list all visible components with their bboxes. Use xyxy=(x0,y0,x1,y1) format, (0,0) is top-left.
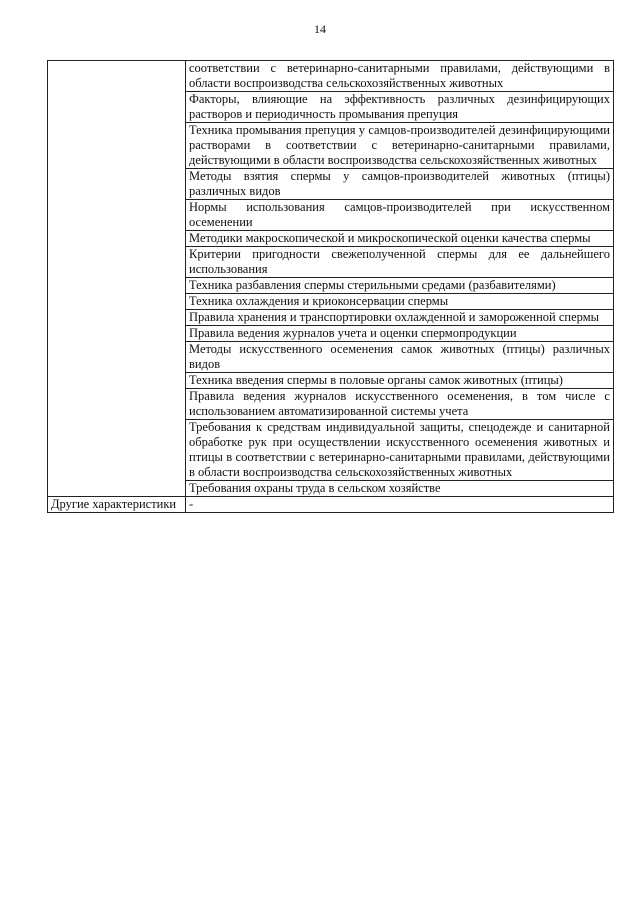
knowledge-item: Методы искусственного осеменения самок животных (птицы) различных видов xyxy=(186,342,614,373)
knowledge-item: Методы взятия спермы у самцов-производителей животных (птицы) различных видов xyxy=(186,169,614,200)
knowledge-item: Техника разбавления спермы стерильными средами (разбавителями) xyxy=(186,278,614,294)
page-number: 14 xyxy=(314,22,326,36)
knowledge-item: Правила ведения журналов искусственного осеменения, в том числе с использованием автоматизированной системы учета xyxy=(186,389,614,420)
knowledge-item: Факторы, влияющие на эффективность различных дезинфицирующих растворов и периодичность промывания препуция xyxy=(186,92,614,123)
knowledge-item: Техника промывания препуция у самцов-производителей дезинфицирующими растворами в соответствии с ветеринарно-санитарными правилами, действующими в области воспроизводства сельскохозяйственных животных xyxy=(186,123,614,169)
knowledge-item: Техника охлаждения и криоконсервации спермы xyxy=(186,294,614,310)
knowledge-label-cell xyxy=(48,61,186,497)
table-row xyxy=(48,497,614,513)
requirements-table xyxy=(47,60,614,513)
knowledge-item: Правила ведения журналов учета и оценки спермопродукции xyxy=(186,326,614,342)
knowledge-item: Техника введения спермы в половые органы самок животных (птицы) xyxy=(186,373,614,389)
knowledge-item: соответствии с ветеринарно-санитарными правилами, действующими в области воспроизводства сельскохозяйственных животных xyxy=(186,61,614,92)
table-row xyxy=(48,61,614,92)
knowledge-item: Нормы использования самцов-производителей при искусственном осеменении xyxy=(186,200,614,231)
other-characteristics-label: Другие характеристики xyxy=(48,497,186,513)
other-characteristics-value: - xyxy=(186,497,614,513)
knowledge-item: Правила хранения и транспортировки охлажденной и замороженной спермы xyxy=(186,310,614,326)
knowledge-item: Требования к средствам индивидуальной защиты, спецодежде и санитарной обработке рук при осуществлении искусственного осеменения животных и птицы в соответствии с ветеринарно-санитарными правилами, действующими в области воспроизводства сельскохозяйственных животных xyxy=(186,420,614,481)
knowledge-item: Критерии пригодности свежеполученной спермы для ее дальнейшего использования xyxy=(186,247,614,278)
knowledge-item: Методики макроскопической и микроскопической оценки качества спермы xyxy=(186,231,614,247)
knowledge-item: Требования охраны труда в сельском хозяйстве xyxy=(186,481,614,497)
